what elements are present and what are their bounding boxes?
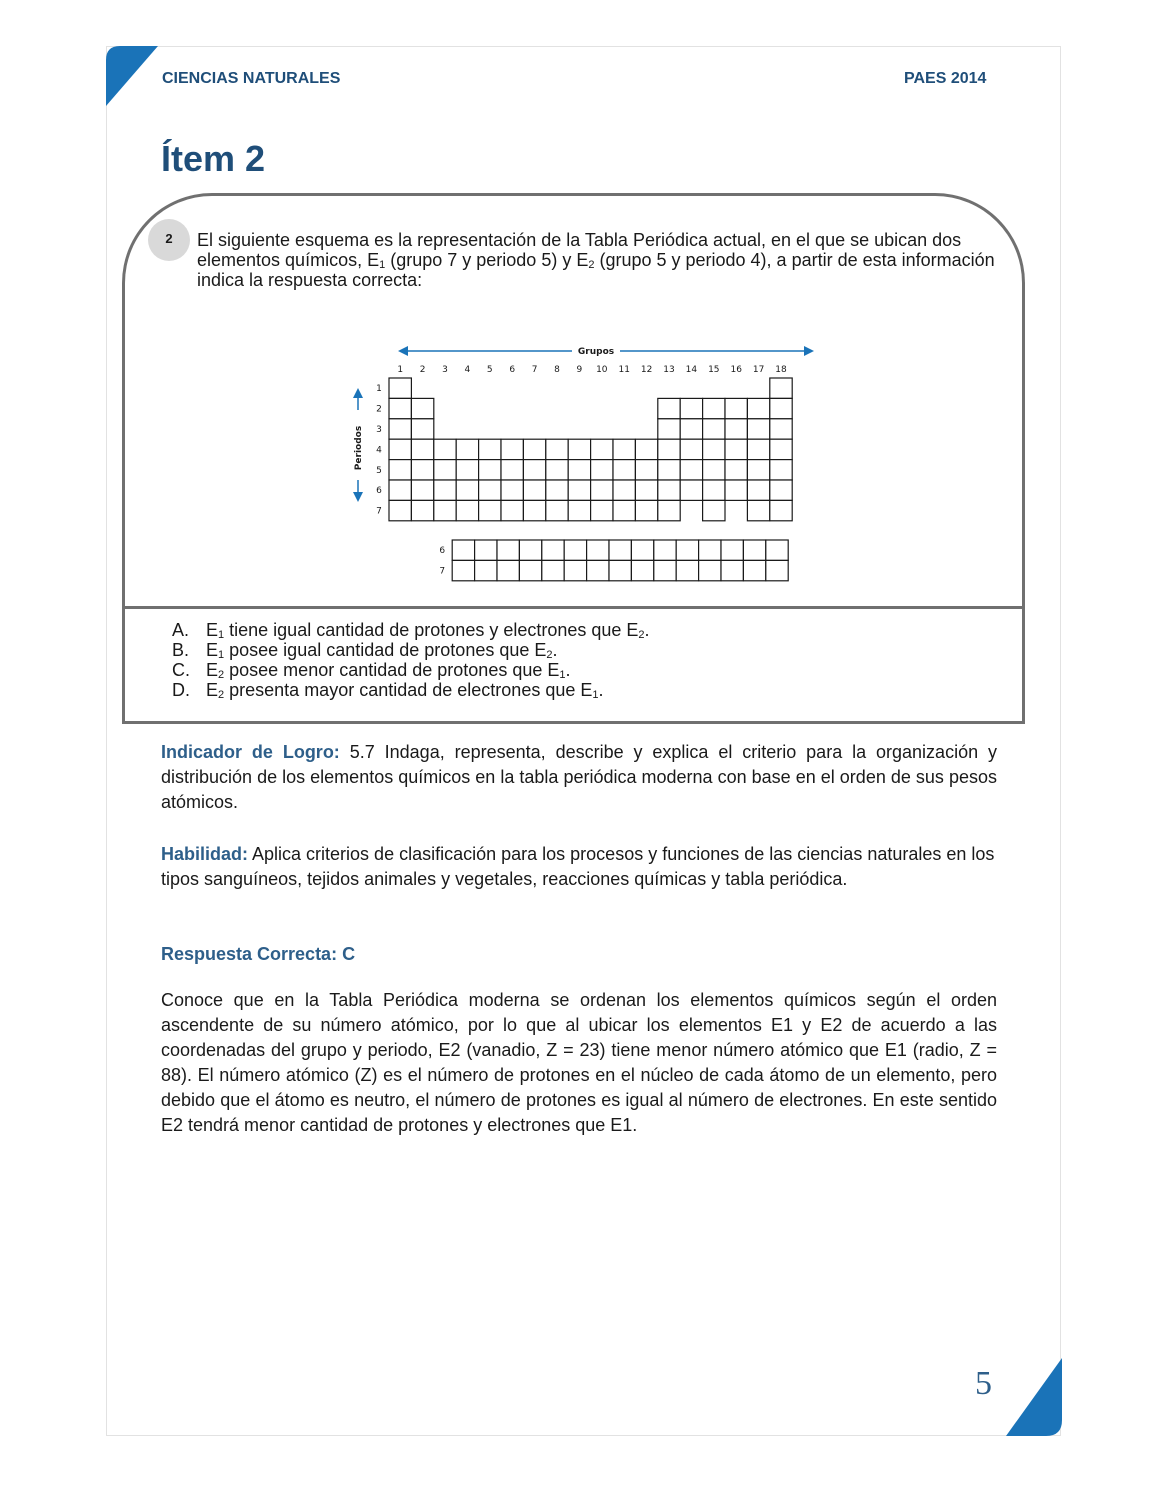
table-cell (434, 460, 456, 480)
table-cell (613, 480, 635, 500)
header-subject: CIENCIAS NATURALES (162, 70, 341, 87)
group-number-label: 9 (576, 365, 583, 375)
table-cell (770, 398, 792, 418)
table-cell (654, 540, 676, 560)
table-cell (564, 560, 586, 580)
table-cell (613, 460, 635, 480)
table-cell (519, 560, 541, 580)
table-cell (699, 560, 721, 580)
table-cell (658, 500, 680, 520)
table-cell (519, 540, 541, 560)
table-cell (591, 480, 613, 500)
table-cell (721, 540, 743, 560)
table-cell (725, 419, 747, 439)
table-cell (452, 540, 474, 560)
table-cell (658, 419, 680, 439)
group-number-label: 12 (640, 365, 653, 375)
corner-decoration-bottom-right (1006, 1358, 1062, 1436)
table-cell (658, 480, 680, 500)
table-cell (389, 460, 411, 480)
question-text: El siguiente esquema es la representación de la Tabla Periódica actual, en el que se ubican dos elementos químicos, $E_1$ (grupo 7 y periodo 5) y $E_2$ (grupo 5 y periodo 4), a partir de esta información indica la respuesta correcta: (197, 230, 995, 290)
table-cell (479, 439, 501, 459)
table-cell (501, 500, 523, 520)
table-cell (654, 560, 676, 580)
table-cell (770, 480, 792, 500)
period-number-label: 6 (376, 486, 382, 497)
arrow-left-icon (398, 346, 408, 356)
table-cell (635, 480, 657, 500)
group-number-label: 5 (486, 365, 493, 375)
table-cell (680, 480, 702, 500)
group-number-label: 8 (554, 365, 560, 375)
table-cell (631, 560, 653, 580)
table-cell (703, 460, 725, 480)
table-cell (475, 560, 497, 580)
table-cell (568, 439, 590, 459)
table-cell (411, 460, 433, 480)
table-cell (680, 419, 702, 439)
table-cell (699, 540, 721, 560)
group-number-label: 3 (442, 365, 448, 375)
table-cell (766, 540, 788, 560)
respuesta-correcta: Respuesta Correcta: C (161, 944, 356, 964)
period-number-label: 2 (376, 404, 382, 415)
table-cell (725, 439, 747, 459)
group-number-label: 4 (464, 365, 471, 375)
table-cell (587, 560, 609, 580)
group-number-label: 2 (419, 365, 426, 375)
table-cell (770, 460, 792, 480)
table-cell (479, 480, 501, 500)
table-cell (676, 540, 698, 560)
table-cell (703, 398, 725, 418)
table-cell (747, 480, 769, 500)
table-cell (542, 560, 564, 580)
corner-decoration-top-left (106, 46, 158, 106)
table-cell (591, 439, 613, 459)
table-cell (411, 439, 433, 459)
indicador-de-logro: Indicador de Logro: 5.7 Indaga, representa, describe y explica el criterio para la organización y distribución de los elementos químicos en la tabla periódica moderna con base en el orden de sus pesos atómicos. (161, 742, 997, 812)
answer-option-a[interactable]: A. $E_1$ tiene igual cantidad de protones y electrones que $E_2$. (172, 620, 650, 641)
table-cell (658, 439, 680, 459)
table-cell (658, 460, 680, 480)
group-number-label: 6 (509, 365, 516, 375)
table-cell (546, 500, 568, 520)
table-cell (497, 540, 519, 560)
periodic-table-diagram (336, 338, 836, 588)
header-exam: PAES 2014 (904, 70, 987, 87)
group-number-label: 17 (752, 365, 765, 375)
table-cell (770, 419, 792, 439)
table-cell (479, 500, 501, 520)
table-cell (591, 500, 613, 520)
table-cell (770, 500, 792, 520)
table-cell (456, 480, 478, 500)
table-cell (411, 398, 433, 418)
group-number-label: 7 (531, 365, 538, 375)
group-number-label: 16 (730, 365, 742, 375)
table-cell (456, 500, 478, 520)
table-cell (721, 560, 743, 580)
answer-options (172, 620, 650, 700)
table-cell (411, 500, 433, 520)
arrow-down-icon (353, 492, 363, 502)
table-cell (635, 460, 657, 480)
answer-option-c[interactable]: C. $E_2$ posee menor cantidad de protones que $E_1$. (172, 660, 571, 681)
table-cell (658, 398, 680, 418)
table-cell (609, 560, 631, 580)
table-cell (635, 439, 657, 459)
table-cell (631, 540, 653, 560)
table-cell (456, 439, 478, 459)
table-cell (747, 439, 769, 459)
table-cell (591, 460, 613, 480)
table-cell (703, 480, 725, 500)
table-cell (501, 460, 523, 480)
question-number-badge: 2 (148, 219, 190, 261)
table-cell (725, 460, 747, 480)
table-cell (747, 460, 769, 480)
table-cell (501, 480, 523, 500)
table-cell (613, 439, 635, 459)
period-number-label: 7 (376, 506, 382, 517)
table-cell (680, 439, 702, 459)
answer-option-b[interactable]: B. $E_1$ posee igual cantidad de protones que $E_2$. (172, 640, 558, 661)
group-number-label: 11 (618, 365, 630, 375)
table-cell (389, 439, 411, 459)
table-cell (613, 500, 635, 520)
period-number-label: 4 (376, 445, 382, 456)
table-cell (542, 540, 564, 560)
table-cell (635, 500, 657, 520)
table-cell (703, 500, 725, 520)
table-cell (703, 419, 725, 439)
table-cell (434, 500, 456, 520)
table-cell (680, 460, 702, 480)
group-number-label: 18 (775, 365, 787, 375)
table-cell (546, 480, 568, 500)
table-cell (747, 500, 769, 520)
arrow-up-icon (353, 388, 363, 398)
table-cell (411, 480, 433, 500)
table-cell (680, 398, 702, 418)
table-cell (434, 480, 456, 500)
table-cell (523, 439, 545, 459)
table-cell (770, 378, 792, 398)
table-cell (501, 439, 523, 459)
answer-option-d[interactable]: D. $E_2$ presenta mayor cantidad de electrones que $E_1$. (172, 680, 604, 701)
table-cell (523, 480, 545, 500)
period-number-label: 1 (376, 384, 382, 395)
table-cell (725, 480, 747, 500)
page-number: 5 (975, 1365, 992, 1402)
table-cell (747, 398, 769, 418)
table-cell (546, 439, 568, 459)
period-number-label: 7 (439, 566, 446, 577)
group-number-label: 13 (663, 365, 675, 375)
table-cell (743, 540, 765, 560)
group-number-label: 1 (397, 365, 404, 375)
table-cell (389, 378, 411, 398)
table-cell (389, 500, 411, 520)
table-cell (389, 419, 411, 439)
table-cell (452, 560, 474, 580)
table-cell (434, 439, 456, 459)
habilidad: Habilidad: Aplica criterios de clasificación para los procesos y funciones de las ciencias naturales en los tipos sanguíneos, tejidos animales y vegetales, reacciones químicas y tabla periódica. (161, 844, 995, 889)
periods-label: Periodos (354, 425, 364, 471)
group-number-label: 10 (596, 365, 608, 375)
table-cell (587, 540, 609, 560)
table-cell (475, 540, 497, 560)
table-cell (568, 480, 590, 500)
arrow-right-icon (804, 346, 814, 356)
table-cell (411, 419, 433, 439)
groups-label: Grupos (577, 347, 615, 357)
table-cell (389, 480, 411, 500)
table-cell (479, 460, 501, 480)
table-cell (568, 500, 590, 520)
table-cell (497, 560, 519, 580)
period-number-label: 3 (376, 425, 382, 435)
table-cell (456, 460, 478, 480)
explicacion-text: Conoce que en la Tabla Periódica moderna se ordenan los elementos químicos según el orden ascendente de su número atómico, por lo que al ubicar los elementos E1 y E2 de acuerdo a las coordenadas del grupo y periodo, E2 (vanadio, Z = 23) tiene menor número atómico que E1 (radio, Z = 88). El número atómico (Z) es el número de protones en el núcleo de cada átomo de un elemento, pero debido que el átomo es neutro, el número de protones es igual al número de electrones. En este sentido E2 tendrá menor cantidad de protones y electrones que E1. (161, 990, 997, 1135)
table-cell (747, 419, 769, 439)
table-cell (676, 560, 698, 580)
table-cell (770, 439, 792, 459)
table-cell (546, 460, 568, 480)
table-cell (743, 560, 765, 580)
table-cell (564, 540, 586, 560)
table-cell (523, 460, 545, 480)
item-title: Ítem 2 (161, 138, 266, 179)
table-cell (766, 560, 788, 580)
period-number-label: 5 (376, 465, 382, 476)
period-number-label: 6 (439, 546, 446, 557)
table-cell (703, 439, 725, 459)
table-cell (568, 460, 590, 480)
group-number-label: 14 (685, 365, 698, 375)
table-cell (523, 500, 545, 520)
table-cell (725, 398, 747, 418)
table-cell (389, 398, 411, 418)
table-cell (609, 540, 631, 560)
group-number-label: 15 (708, 365, 720, 375)
